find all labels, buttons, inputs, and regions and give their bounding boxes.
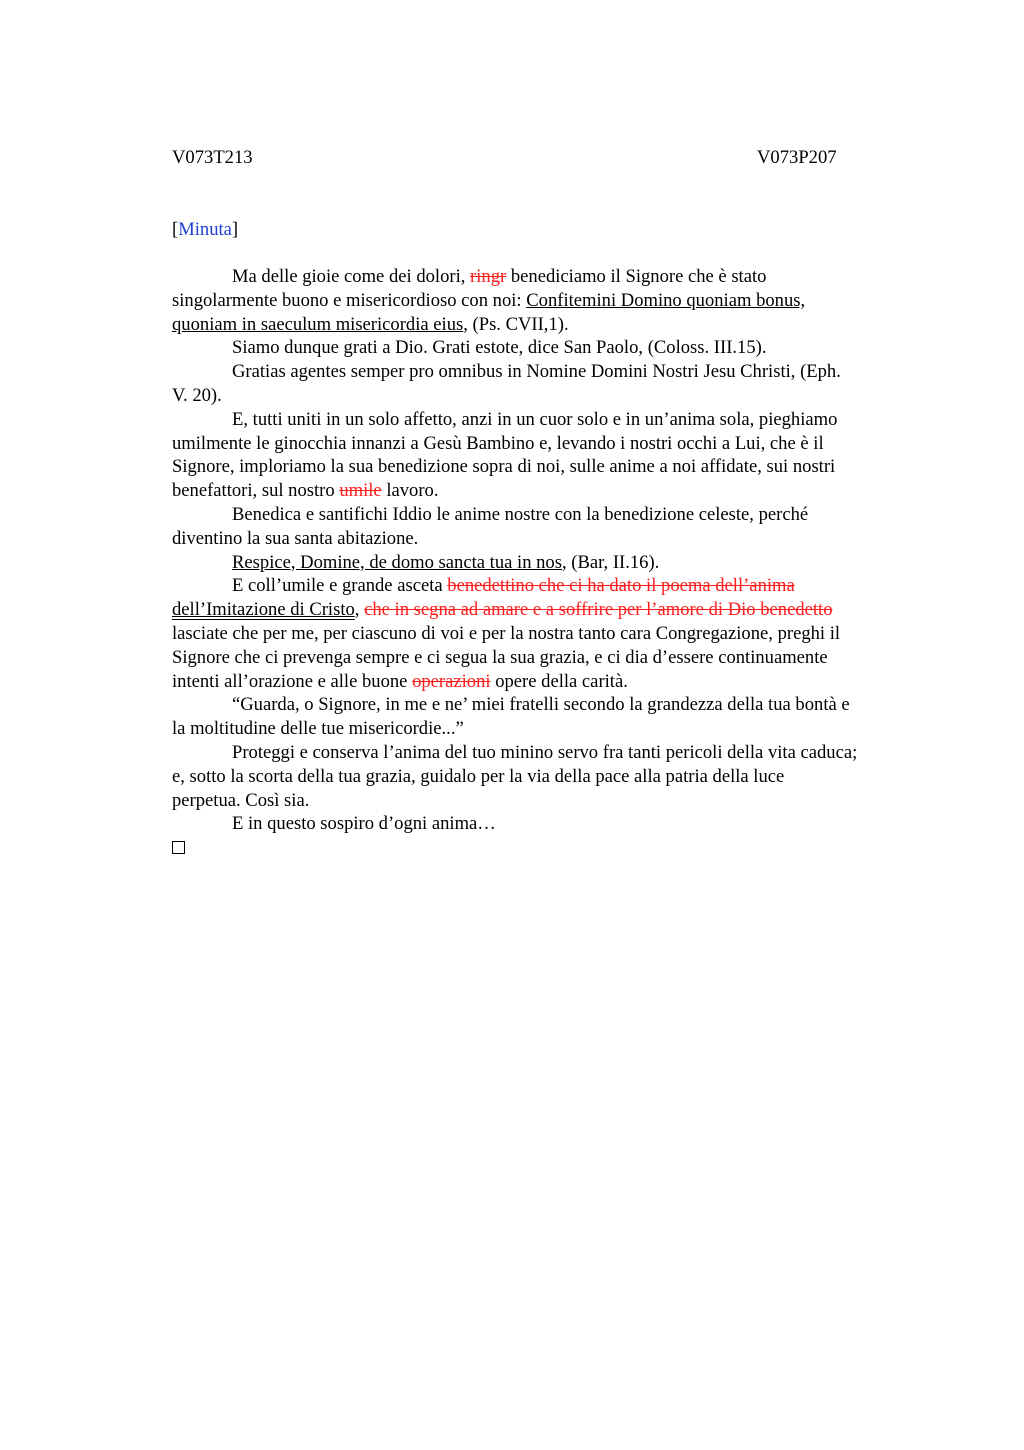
deleted-text: ringr — [470, 266, 507, 287]
paragraph-2: Siamo dunque grati a Dio. Grati estote, dice San Paolo, (Coloss. III.15). — [232, 337, 767, 359]
document-code-right: V073P207 — [757, 147, 837, 168]
deleted-text: operazioni — [412, 670, 491, 692]
underlined-citation: quoniam in saeculum misericordia eius — [172, 313, 464, 335]
minuta-label — [172, 218, 238, 242]
minuta-bracket-open: [ — [172, 219, 179, 240]
paragraph-7: E coll’umile e grande asceta benedettino che ci ha dato il poema dell’anima dell’Imitazione di Cristo, che in segna ad amare e a soffrire per l’amore di Dio benedetto lasciate che per me, per ciascuno di voi e per la nostra tanto cara Congregazione, preghi il Signore che ci prevenga sempre e ci segua la sua grazia, e ci dia d’essere continuamente intenti all’orazione e alle buone operazioni opere della carità. — [172, 575, 841, 692]
paragraph-9: Proteggi e conserva l’anima del tuo minino servo fra tanti pericoli della vita caduca; e, sotto la scorta della tua grazia, guidalo per la via della pace alla patria della luce perpetua. Così sia. — [172, 741, 858, 811]
underlined-citation: Respice, Domine, de domo sancta tua in nos — [232, 551, 562, 573]
end-marker-box — [172, 841, 185, 854]
document-body — [172, 265, 932, 854]
paragraph-6: Respice, Domine, de domo sancta tua in nos, (Bar, II.16). — [232, 551, 660, 573]
minuta-bracket-close: ] — [231, 219, 239, 240]
document-code-left: V073T213 — [172, 147, 253, 168]
paragraph-1: Ma delle gioie come dei dolori, ringr benediciamo il Signore che è stato singolarmente buono e misericordioso con noi: Confitemini Domino quoniam bonus, quoniam in saeculum misericordia eius, (Ps. CVII,1). — [172, 266, 806, 335]
paragraph-5: Benedica e santifichi Iddio le anime nostre con la benedizione celeste, perché diventino la sua santa abitazione. — [172, 503, 809, 549]
paragraph-8: “Guarda, o Signore, in me e ne’ miei fratelli secondo la grandezza della tua bontà e la moltitudine delle tue misericordie...” — [172, 694, 850, 740]
deleted-text: benedettino che ci ha dato il poema dell’anima — [447, 575, 795, 597]
paragraph-3: Gratias agentes semper pro omnibus in Nomine Domini Nostri Jesu Christi, (Eph. V. 20). — [172, 361, 841, 406]
underlined-citation: Confitemini Domino quoniam bonus, — [526, 289, 806, 311]
double-underlined-title: dell’Imitazione di Cristo — [172, 599, 355, 621]
deleted-text: umile — [339, 480, 382, 502]
deleted-text: che in segna ad amare e a soffrire per l’amore di Dio benedetto — [364, 599, 833, 621]
paragraph-4: E, tutti uniti in un solo affetto, anzi in un cuor solo e in un’anima sola, pieghiamo umilmente le ginocchia innanzi a Gesù Bambino e, levando i nostri occhi a Lui, che è il Signore, imploriamo la sua benedizione sopra di noi, sulle anime a noi affidate, sui nostri benefattori, sul nostro umile lavoro. — [172, 408, 838, 502]
paragraph-10: E in questo sospiro d’ogni anima… — [232, 813, 496, 835]
minuta-text: Minuta — [178, 219, 232, 240]
